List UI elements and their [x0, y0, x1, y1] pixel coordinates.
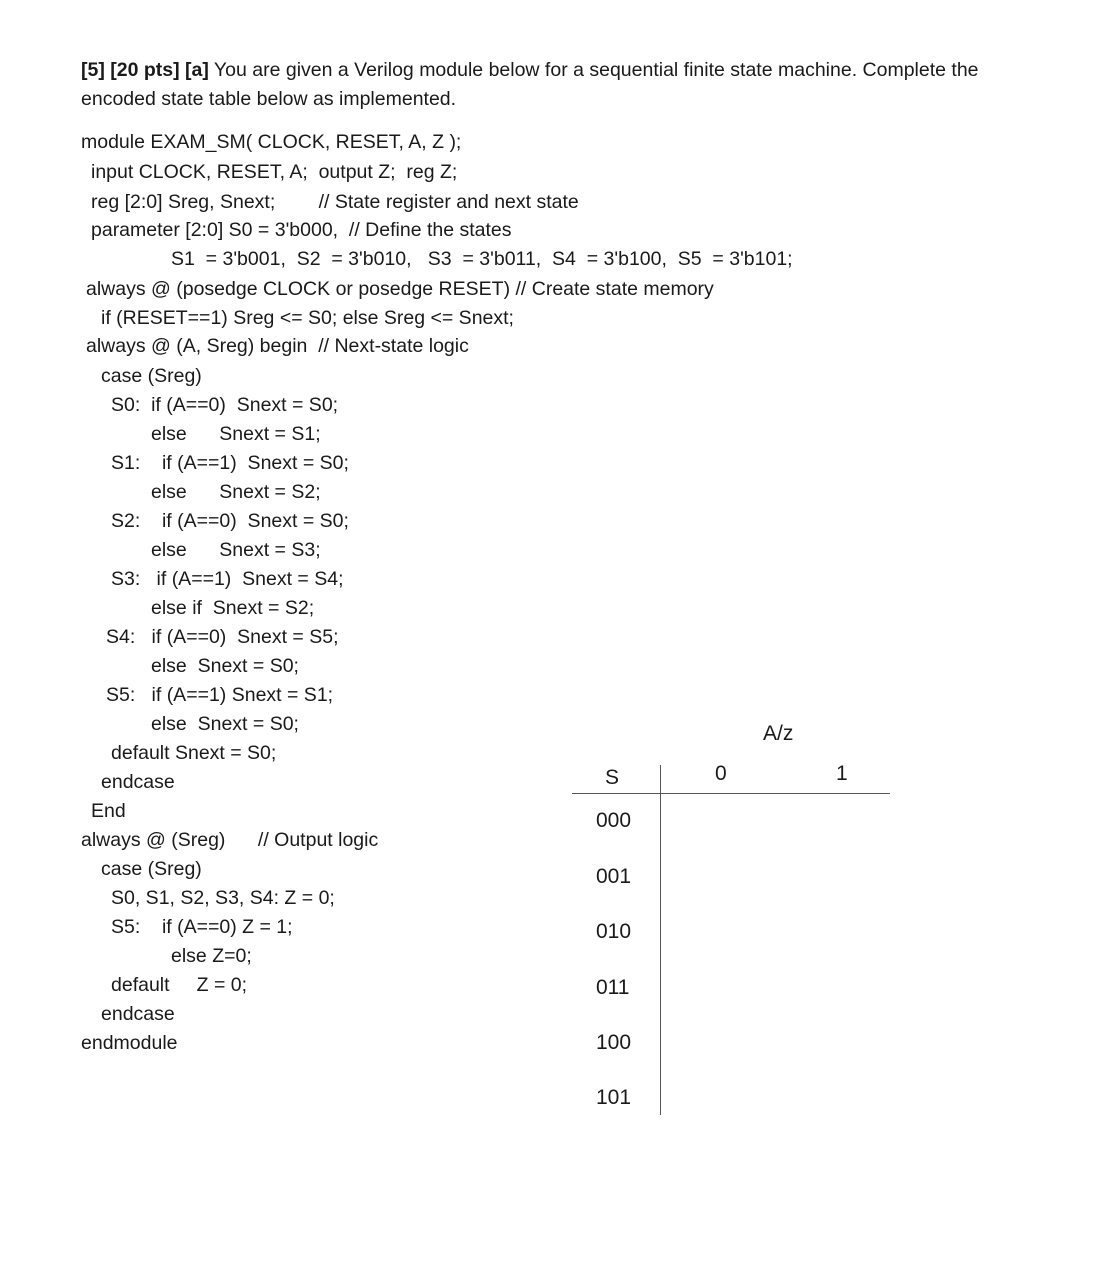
question-prefix: [5] [20 pts] [a] [81, 59, 209, 81]
code-line: always @ (A, Sreg) begin // Next-state logic [86, 335, 469, 357]
table-header-divider [572, 793, 890, 794]
code-line: endcase [101, 1003, 175, 1025]
table-col-header-0: 0 [715, 762, 727, 785]
code-line: End [91, 800, 126, 822]
code-line: else Snext = S0; [151, 713, 299, 735]
table-col-header-1: 1 [836, 762, 848, 785]
code-line: S1 = 3'b001, S2 = 3'b010, S3 = 3'b011, S4 = 3'b100, S5 = 3'b101; [171, 248, 793, 270]
code-line: default Snext = S0; [111, 742, 277, 764]
table-row-label: 010 [596, 920, 632, 943]
code-line: case (Sreg) [101, 365, 202, 387]
table-row-label: 101 [596, 1086, 632, 1109]
code-line: S2: if (A==0) Snext = S0; [111, 510, 349, 532]
table-row-label: 000 [596, 809, 632, 832]
code-line: module EXAM_SM( CLOCK, RESET, A, Z ); [81, 131, 462, 153]
code-line: always @ (Sreg) // Output logic [81, 829, 379, 851]
code-line: endcase [101, 771, 175, 793]
code-line: else Snext = S0; [151, 655, 299, 677]
table-column-divider [660, 765, 661, 1115]
code-line: reg [2:0] Sreg, Snext; // State register and next state [91, 191, 579, 213]
table-row-label: 100 [596, 1031, 632, 1054]
code-line: S5: if (A==1) Snext = S1; [106, 684, 334, 706]
code-line: always @ (posedge CLOCK or posedge RESET) // Create state memory [86, 278, 714, 300]
code-line: else Snext = S3; [151, 539, 321, 561]
code-line: S1: if (A==1) Snext = S0; [111, 452, 349, 474]
table-group-header: A/z [763, 722, 794, 745]
code-line: S4: if (A==0) Snext = S5; [106, 626, 339, 648]
table-row-label: 011 [596, 976, 630, 999]
code-line: S0, S1, S2, S3, S4: Z = 0; [111, 887, 335, 909]
code-line: S5: if (A==0) Z = 1; [111, 916, 293, 938]
question-body: You are given a Verilog module below for a sequential finite state machine. Complete the encoded state table below as implemented. [81, 59, 979, 110]
code-line: S3: if (A==1) Snext = S4; [111, 568, 344, 590]
code-line: S0: if (A==0) Snext = S0; [111, 394, 339, 416]
code-line: else Snext = S2; [151, 481, 321, 503]
code-line: else if Snext = S2; [151, 597, 315, 619]
code-line: else Z=0; [171, 945, 252, 967]
code-line: case (Sreg) [101, 858, 202, 880]
question-text [81, 56, 1041, 114]
code-line: else Snext = S1; [151, 423, 321, 445]
code-line: if (RESET==1) Sreg <= S0; else Sreg <= Snext; [101, 307, 514, 329]
table-state-header: S [605, 766, 620, 789]
code-line: parameter [2:0] S0 = 3'b000, // Define the states [91, 219, 512, 241]
code-line: default Z = 0; [111, 974, 248, 996]
code-line: input CLOCK, RESET, A; output Z; reg Z; [91, 161, 458, 183]
code-line: endmodule [81, 1032, 178, 1054]
table-row-label: 001 [596, 865, 632, 888]
